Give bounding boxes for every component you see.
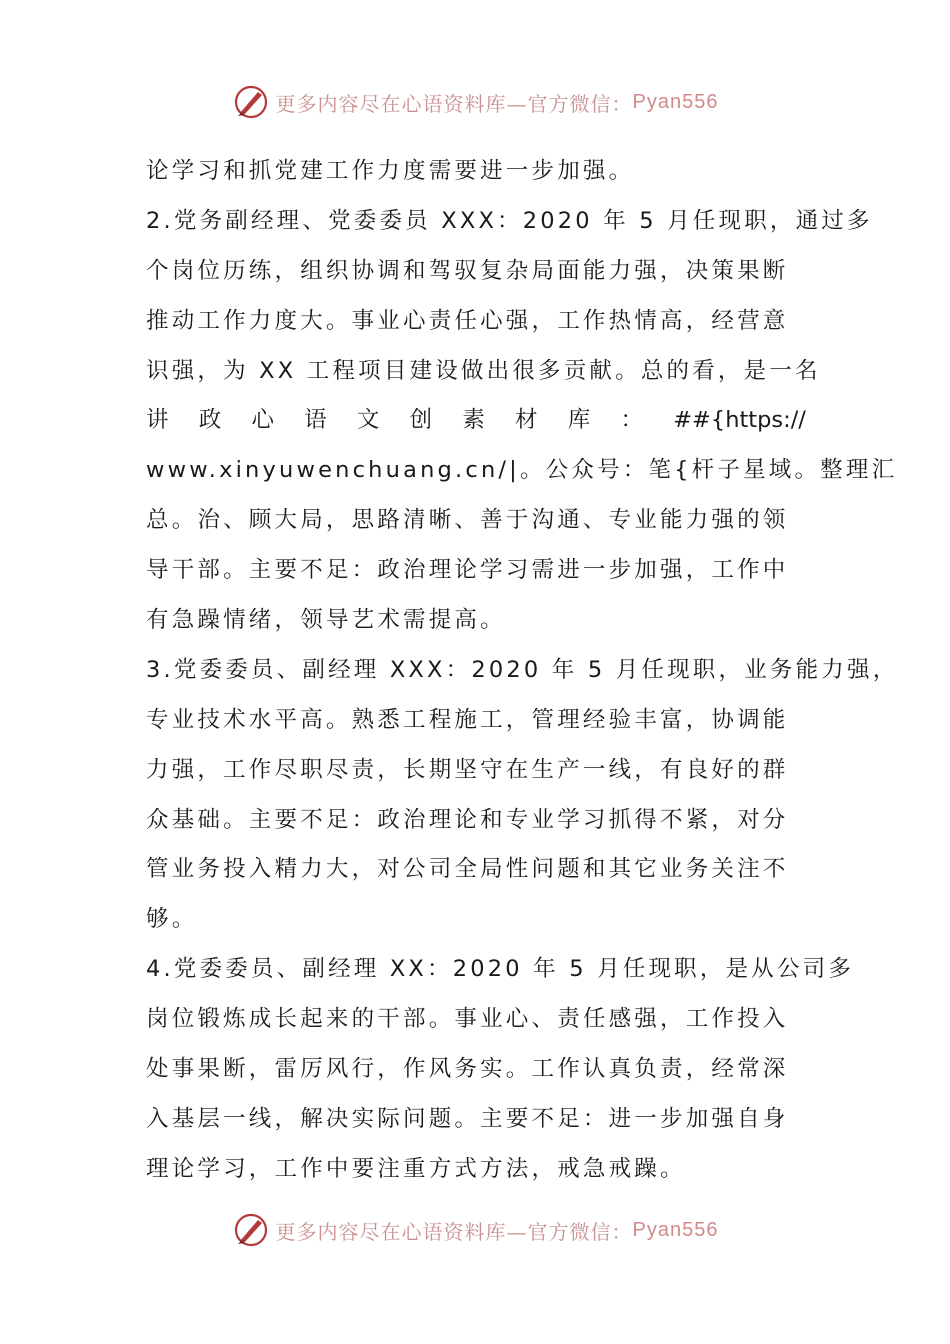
footer-banner [0,1208,950,1252]
text-line: 众基础。主要不足：政治理论和专业学习抓得不紧，对分 [146,806,789,833]
footer-text: 更多内容尽在心语资料库—官方微信： [275,1219,633,1244]
justified-text-line [146,396,806,446]
text-line: 总。治、顾大局，思路清晰、善于沟通、专业能力强的领 [146,507,789,534]
justified-char: 库 [567,407,591,434]
justified-char: 素 [462,407,485,434]
justified-char: 语 [304,407,327,434]
text-line: 导干部。主要不足：政治理论学习需进一步加强，工作中 [146,557,789,584]
pen-logo-icon [232,83,270,121]
header-brand: Pyan556 [632,90,719,113]
text-line: 个岗位历练，组织协调和驾驭复杂局面能力强，决策果断 [146,257,789,284]
header-text: 更多内容尽在心语资料库—官方微信： [275,91,633,116]
document-body [146,147,899,1195]
text-line: 力强，工作尽职尽责，长期坚守在生产一线，有良好的群 [146,756,789,783]
justified-char: 材 [515,407,538,434]
text-line: 有急躁情绪，领导艺术需提高。 [146,607,506,634]
justified-char: ： [620,407,643,434]
justified-char: 政 [198,407,222,434]
text-line: 处事果断，雷厉风行，作风务实。工作认真负责，经常深 [146,1056,789,1083]
justified-char: 创 [409,407,433,434]
text-line: 够。 [146,906,198,933]
text-line: 推动工作力度大。事业心责任心强，工作热情高，经营意 [146,307,789,334]
text-line: 3.党委委员、副经理 XXX：2020 年 5 月任现职，业务能力强， [146,656,899,683]
text-line: 入基层一线，解决实际问题。主要不足：进一步加强自身 [146,1105,789,1132]
justified-char: 讲 [146,407,169,434]
text-line: www.xinyuwenchuang.cn/|。公众号：笔{杆子星域。整理汇 [146,457,898,484]
header-banner [0,80,950,124]
text-line: 理论学习，工作中要注重方式方法，戒急戒躁。 [146,1155,686,1182]
justified-char: 文 [356,407,380,434]
text-line: 识强，为 XX 工程项目建设做出很多贡献。总的看，是一名 [146,357,821,384]
justified-char: 心 [251,407,274,434]
justified-char: ##{https:// [673,407,806,434]
pen-logo-icon [232,1211,270,1249]
text-line: 管业务投入精力大，对公司全局性问题和其它业务关注不 [146,856,789,883]
text-line: 专业技术水平高。熟悉工程施工，管理经验丰富，协调能 [146,706,789,733]
text-line: 2.党务副经理、党委委员 XXX：2020 年 5 月任现职，通过多 [146,207,873,234]
text-line: 4.党委委员、副经理 XX：2020 年 5 月任现职，是从公司多 [146,956,855,983]
text-line: 岗位锻炼成长起来的干部。事业心、责任感强，工作投入 [146,1006,789,1033]
text-line: 论学习和抓党建工作力度需要进一步加强。 [146,158,635,184]
footer-brand: Pyan556 [632,1218,719,1241]
